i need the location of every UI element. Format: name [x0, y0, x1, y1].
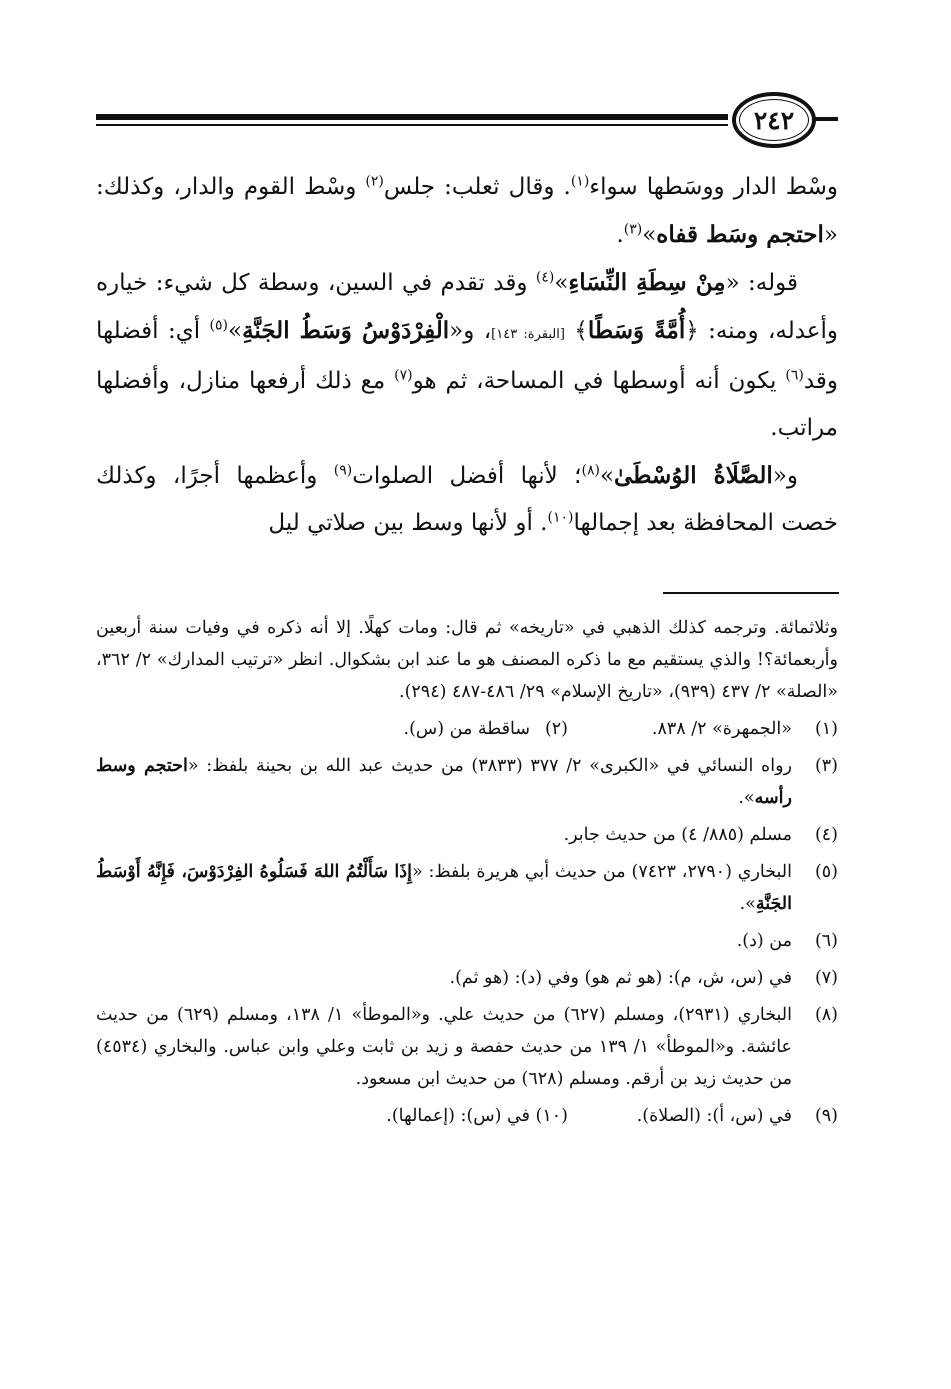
footnote-ref: (١٠) — [547, 509, 574, 526]
footnote-number: (٣) — [814, 756, 838, 776]
footnote-number: (٩) — [814, 1106, 838, 1126]
footnote-3 — [96, 750, 838, 814]
text-run: ، و« — [449, 318, 492, 344]
text-run: » — [554, 270, 569, 296]
text-run: رواه النسائي في «الكبرى» ٢/ ٣٧٧ (٣٨٣٣) من حديث عبد الله بن بحينة بلفظ: « — [187, 756, 792, 776]
footnote-2 — [298, 713, 568, 745]
text-run: . أو لأنها وسط بين صلاتي ليل — [268, 510, 548, 536]
text-run: وأعظمها أجرًا، وكذلك خصت المحافظة بعد إجمالها — [96, 463, 838, 536]
footnote-7 — [96, 962, 838, 994]
text-run: ﴾ — [564, 318, 588, 344]
footnote-number: (٨) — [814, 1005, 838, 1025]
footnote-text: في (س، ش، م): (هو ثم هو) وفي (د): (هو ثم). — [449, 968, 792, 988]
main-text — [96, 164, 838, 547]
hadith-quote: احتجم وسَط قفاه — [656, 221, 824, 248]
hadith-quote: الْفِرْدَوْسُ وَسَطُ الجَنَّةِ — [242, 317, 450, 344]
header-rule-thick — [96, 114, 728, 120]
footnote-text — [96, 856, 792, 920]
footnotes — [96, 612, 838, 1137]
footnote-pair-9-10 — [96, 1100, 838, 1132]
text-run: قوله: « — [725, 270, 798, 296]
quran-reference: [البقرة: ١٤٣] — [491, 327, 565, 342]
text-run: يكون أنه أوسطها في المساحة، ثم هو — [412, 368, 786, 394]
footnote-text: «الجمهرة» ٢/ ٨٣٨. — [651, 719, 792, 739]
footnote-ref: (٢) — [365, 173, 384, 190]
footnote-text: ساقطة من (س). — [403, 719, 530, 739]
footnote-ref: (٩) — [333, 462, 353, 479]
footnote-number: (٦) — [814, 931, 838, 951]
page-number-badge — [732, 92, 816, 148]
footnote-text: في (س، أ): (الصلاة). — [636, 1106, 792, 1126]
quran-quote: الصَّلَاةُ الوُسْطَىٰ — [614, 462, 773, 489]
footnote-text: مسلم (٨٨٥/ ٤) من حديث جابر. — [563, 825, 792, 845]
paragraph-2 — [96, 259, 838, 452]
text-run: » — [227, 318, 243, 344]
footnote-number: (١) — [814, 719, 838, 739]
quran-quote: أُمَّةً وَسَطًا — [587, 317, 686, 344]
text-run: . — [616, 222, 624, 248]
header-rule-thin — [96, 124, 728, 126]
hadith-quote: مِنْ سِطَةِ النِّسَاءِ — [568, 269, 726, 296]
footnote-separator — [663, 592, 839, 594]
hadith-quote: إِذَا سَأَلْتُمُ اللهَ فَسَلُوهُ الفِرْدَوْسَ، فَإِنَّهُ أَوْسَطُ الجَنَّةِ — [96, 862, 792, 914]
footnote-ref: (١) — [570, 173, 590, 190]
text-run: البخاري (٢٧٩٠، ٧٤٢٣) من حديث أبي هريرة بلفظ: « — [411, 862, 793, 882]
footnote-6 — [96, 925, 838, 957]
text-run: » — [599, 463, 615, 489]
footnote-continuation: وثلاثمائة. وترجمه كذلك الذهبي في «تاريخه» ثم قال: ومات كهلًا. إلا أنه ذكره في وفيات سنة أربعين وأربعمائة؟! والذي يستقيم مع ما ذكره المصنف هو ما عند ابن بشكوال. انظر «ترتيب المدارك» ٢/ ٣٦٢، «الصلة» ٢/ ٤٣٧ (٩٣٩)، «تاريخ الإسلام» ٢٩/ ٤٨٦-٤٨٧ (٢٩٤). — [96, 618, 838, 702]
footnote-number: (٢) — [544, 719, 568, 739]
footnote-text — [96, 750, 792, 814]
footnote-ref: (٤) — [535, 269, 555, 286]
footnote-5 — [96, 856, 838, 920]
footnote-pair-1-2 — [96, 713, 838, 745]
paragraph-3 — [96, 452, 838, 547]
footnote-8 — [96, 999, 838, 1095]
footnote-9 — [568, 1100, 838, 1132]
footnote-text: من (د). — [736, 931, 792, 951]
text-run: . وقال ثعلب: جلس — [383, 174, 571, 200]
footnote-number: (٥) — [814, 862, 838, 882]
text-run: » — [642, 222, 657, 248]
footnote-ref: (٥) — [209, 317, 228, 334]
text-run: ؛ لأنها أفضل الصلوات — [352, 463, 582, 489]
page-header — [96, 88, 838, 158]
text-run: و« — [772, 463, 798, 489]
footnote-text: البخاري (٢٩٣١)، ومسلم (٦٢٧) من حديث علي. و«الموطأ» ١/ ١٣٨، ومسلم (٦٢٩) من حديث عائشة. و«الموطأ» ١/ ١٣٩ من حديث حفصة و زيد بن ثابت وعلي وابن عباس. والبخاري (٤٥٣٤) من حديث زيد بن أرقم. ومسلم (٦٢٨) من حديث ابن مسعود. — [96, 1005, 792, 1089]
text-run: وسْط القوم والدار، وكذلك: « — [96, 174, 838, 248]
text-run: ». — [738, 788, 755, 808]
footnote-ref: (٨) — [581, 462, 600, 479]
footnote-ref: (٧) — [394, 367, 413, 384]
footnote-1 — [568, 713, 838, 745]
text-run: أي: أفضلها وقد — [96, 318, 838, 394]
paragraph-1 — [96, 164, 838, 259]
footnote-number: (١٠) — [535, 1106, 568, 1126]
footnote-10 — [298, 1100, 568, 1132]
hadith-quote: احتجم وسط رأسه — [96, 756, 792, 808]
footnote-text: في (س): (إعمالها). — [386, 1106, 530, 1126]
footnote-number: (٧) — [814, 968, 838, 988]
text-run: ». — [739, 894, 756, 914]
footnote-4 — [96, 819, 838, 851]
footnote-ref: (٣) — [623, 221, 643, 238]
footnote-ref: (٦) — [785, 367, 804, 384]
footnote-number: (٤) — [814, 825, 838, 845]
text-run: وقد تقدم في السين، وسطة كل شيء: خياره وأعدله، ومنه: ﴿ — [96, 270, 839, 344]
page-number: ٢٤٢ — [753, 105, 795, 135]
text-run: وسْط الدار ووسَطها سواء — [589, 174, 838, 200]
text-run: مع ذلك أرفعها منازل، وأفضلها مراتب. — [96, 368, 838, 441]
